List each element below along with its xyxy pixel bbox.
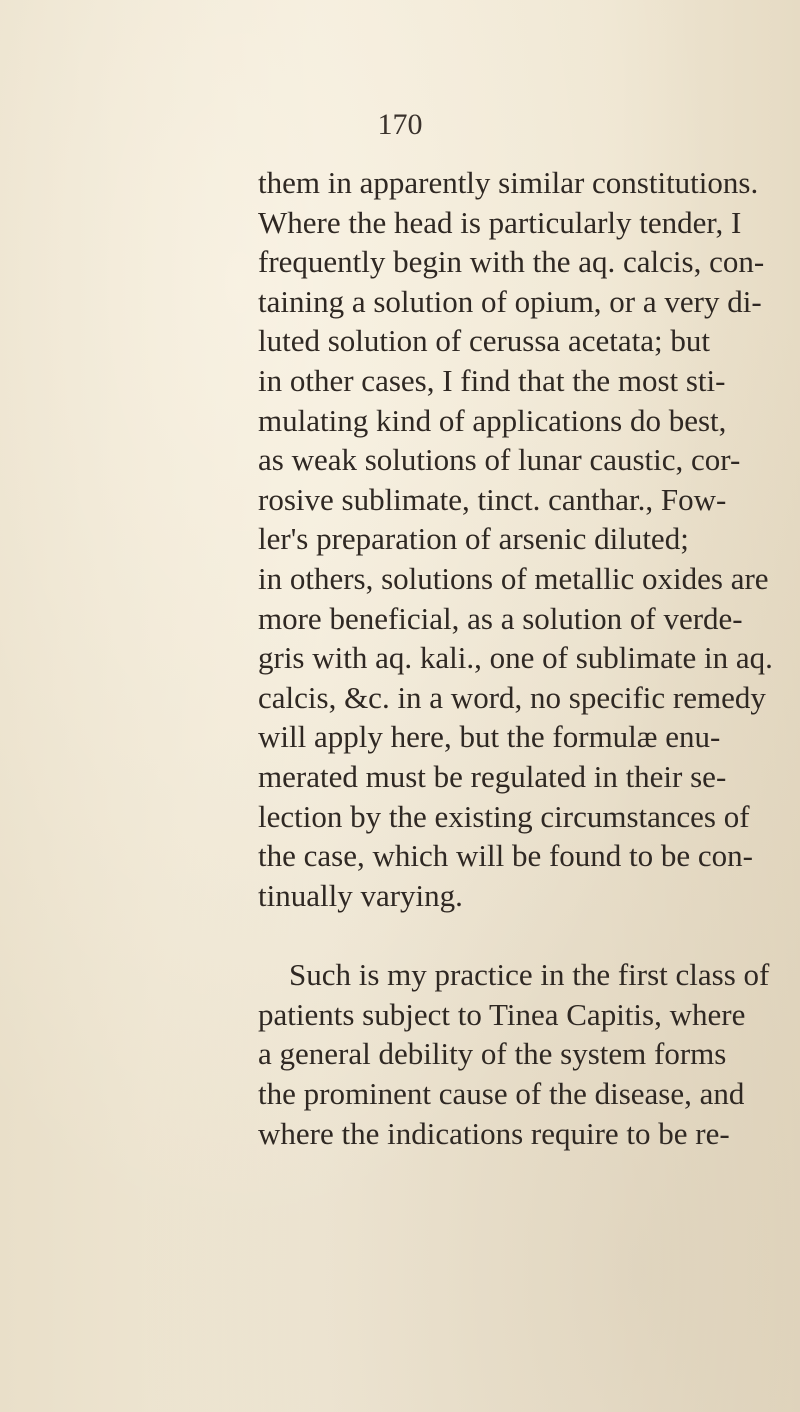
text-line: calcis, &c. in a word, no specific remedy xyxy=(258,679,766,715)
text-line: tinually varying. xyxy=(258,877,463,913)
body-text xyxy=(258,163,773,1153)
text-line: in others, solutions of metallic oxides are xyxy=(258,560,769,596)
text-line: frequently begin with the aq. calcis, con- xyxy=(258,244,765,280)
text-line: where the indications require to be re- xyxy=(258,1115,730,1151)
text-line: merated must be regulated in their se- xyxy=(258,758,727,794)
text-line: rosive sublimate, tinct. canthar., Fow- xyxy=(258,481,727,517)
text-line: more beneficial, as a solution of verde- xyxy=(258,600,743,636)
text-line: a general debility of the system forms xyxy=(258,1036,727,1072)
text-line: lection by the existing circumstances of xyxy=(258,798,750,834)
text-line: patients subject to Tinea Capitis, where xyxy=(258,996,746,1032)
page-number: 170 xyxy=(377,108,423,141)
text-line: Where the head is particularly tender, I xyxy=(258,204,742,240)
text-line: in other cases, I find that the most sti- xyxy=(258,362,726,398)
text-line: them in apparently similar constitutions. xyxy=(258,165,759,200)
text-line: mulating kind of applications do best, xyxy=(258,402,727,438)
paragraph-2 xyxy=(258,955,770,1153)
text-line: taining a solution of opium, or a very di- xyxy=(258,283,762,319)
text-line: gris with aq. kali., one of sublimate in aq. xyxy=(258,640,773,676)
text-line: as weak solutions of lunar caustic, cor- xyxy=(258,442,741,478)
text-line: the prominent cause of the disease, and xyxy=(258,1076,745,1112)
text-line: Such is my practice in the first class of xyxy=(289,957,770,993)
paragraph-1 xyxy=(258,163,773,915)
text-line: the case, which will be found to be con- xyxy=(258,838,753,874)
text-line: luted solution of cerussa acetata; but xyxy=(258,323,710,359)
text-line: will apply here, but the formulæ enu- xyxy=(258,719,721,755)
text-line: ler's preparation of arsenic diluted; xyxy=(258,521,689,557)
paragraph-gap xyxy=(258,915,678,955)
